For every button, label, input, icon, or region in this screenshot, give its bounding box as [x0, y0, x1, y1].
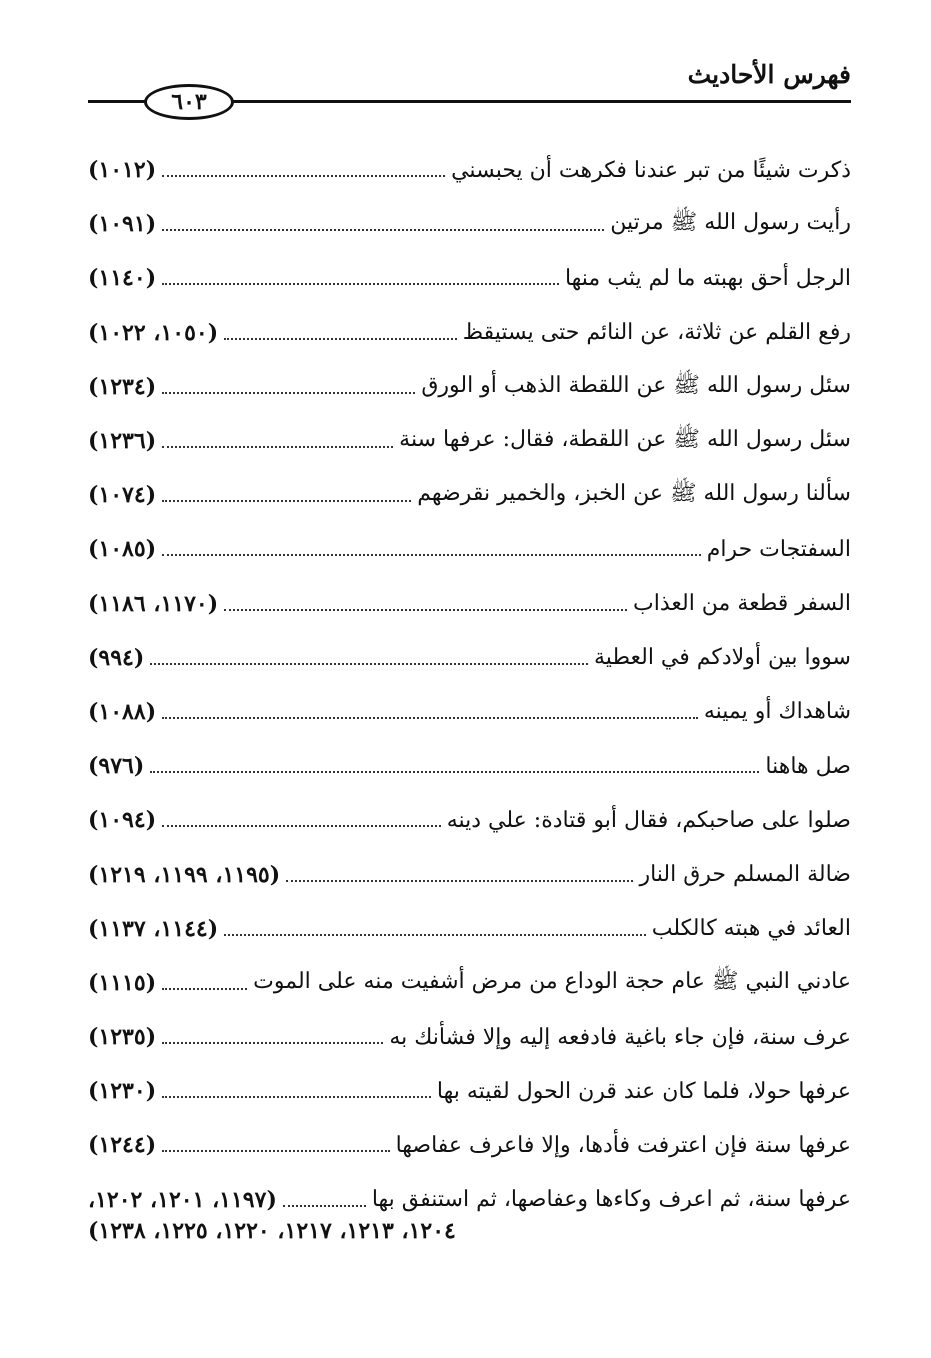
leader-dots — [162, 283, 559, 285]
entry-text: رأيت رسول الله ﷺ مرتين — [610, 210, 851, 236]
index-entry — [88, 468, 851, 522]
entry-refs: (١١٧٠، ١١٨٦) — [88, 590, 219, 617]
entry-refs: (١١٩٥، ١١٩٩، ١٢١٩) — [88, 861, 281, 888]
entry-text: السفتجات حرام — [706, 536, 851, 562]
entry-refs: (١٠٥٠، ١٠٢٢) — [88, 319, 219, 346]
leader-dots — [162, 1042, 383, 1044]
leader-dots — [162, 554, 701, 556]
entry-refs: (١٢٣٤) — [88, 373, 157, 400]
entry-refs: (١٠١٢) — [88, 157, 157, 184]
index-entry — [88, 1010, 851, 1064]
entry-text: سئل رسول الله ﷺ عن اللقطة، فقال: عرفها سنة — [399, 427, 851, 453]
entry-text: سئل رسول الله ﷺ عن اللقطة الذهب أو الورق — [421, 372, 851, 398]
index-entry — [88, 197, 851, 251]
leader-dots — [162, 1096, 431, 1098]
index-entry — [88, 956, 851, 1010]
entry-refs: (١١٤٤، ١١٣٧) — [88, 915, 219, 942]
entry-text: ذكرت شيئًا من تبر عندنا فكرهت أن يحبسني — [451, 157, 851, 183]
entry-refs: (١١٩٧، ١٢٠١، ١٢٠٢، — [88, 1186, 277, 1213]
leader-dots — [283, 1205, 366, 1207]
index-entry — [88, 1064, 851, 1118]
leader-dots — [150, 663, 588, 665]
entry-text: عرفها حولا، فلما كان عند قرن الحول لقيته بها — [436, 1078, 851, 1104]
leader-dots — [224, 338, 457, 340]
leader-dots — [224, 934, 646, 936]
leader-dots — [162, 717, 698, 719]
entry-refs: (١٢٣٠) — [88, 1078, 157, 1105]
entry-text: سووا بين أولادكم في العطية — [594, 645, 851, 671]
index-entry — [88, 902, 851, 956]
entry-text: عادني النبي ﷺ عام حجة الوداع من مرض أشفيت منه على الموت — [253, 968, 851, 994]
index-entry — [88, 847, 851, 901]
page-header-title: فهرس الأحاديث — [687, 60, 851, 89]
index-entry — [88, 360, 851, 414]
entry-refs: (٩٩٤) — [88, 644, 145, 671]
index-entry — [88, 251, 851, 305]
index-entry — [88, 739, 851, 793]
index-entry — [88, 522, 851, 576]
entry-text: سألنا رسول الله ﷺ عن الخبز، والخمير نقرضهم — [417, 481, 851, 507]
entry-refs: (١٠٩١) — [88, 211, 157, 238]
leader-dots — [162, 825, 441, 827]
leader-dots — [162, 446, 393, 448]
index-entry — [88, 631, 851, 685]
index-entry — [88, 414, 851, 468]
page-number-badge — [144, 84, 234, 120]
entry-text: السفر قطعة من العذاب — [633, 591, 851, 617]
index-entry — [88, 306, 851, 360]
entry-refs: (١٠٨٥) — [88, 536, 157, 563]
entry-refs: (٩٧٦) — [88, 753, 145, 780]
index-entry — [88, 1118, 851, 1172]
leader-dots — [162, 229, 604, 231]
entry-refs: (١٠٧٤) — [88, 482, 157, 509]
entry-text: شاهداك أو يمينه — [703, 699, 851, 725]
index-entry — [88, 577, 851, 631]
entry-refs: (١٢٤٤) — [88, 1132, 157, 1159]
entry-refs: (١٠٨٨) — [88, 698, 157, 725]
entry-text: عرفها سنة فإن اعترفت فأدها، وإلا فاعرف عفاصها — [395, 1132, 851, 1158]
leader-dots — [162, 175, 445, 177]
leader-dots — [162, 1150, 389, 1152]
entry-text: عرف سنة، فإن جاء باغية فادفعه إليه وإلا فشأنك به — [389, 1024, 851, 1050]
hadith-index-list — [88, 143, 851, 1227]
leader-dots — [286, 880, 633, 882]
entry-text: العائد في هبته كالكلب — [651, 916, 851, 942]
leader-dots — [150, 771, 759, 773]
entry-text: صلوا على صاحبكم، فقال أبو قتادة: علي دينه — [446, 807, 851, 833]
entry-text: صل هاهنا — [765, 753, 851, 779]
entry-refs: (١١٤٠) — [88, 265, 157, 292]
entry-refs: (١٠٩٤) — [88, 807, 157, 834]
page-number: ٦٠٣ — [171, 89, 207, 115]
entry-refs: (١٢٣٥) — [88, 1024, 157, 1051]
entry-text: الرجل أحق بهبته ما لم يثب منها — [564, 265, 851, 291]
entry-refs: (١١١٥) — [88, 969, 157, 996]
entry-refs-continuation: ١٢٠٤، ١٢١٣، ١٢١٧، ١٢٢٠، ١٢٢٥، ١٢٣٨) — [88, 1218, 456, 1244]
index-entry — [88, 685, 851, 739]
entry-refs: (١٢٣٦) — [88, 428, 157, 455]
index-entry — [88, 793, 851, 847]
entry-text: عرفها سنة، ثم اعرف وكاءها وعفاصها، ثم استنفق بها — [371, 1187, 851, 1213]
entry-text: رفع القلم عن ثلاثة، عن النائم حتى يستيقظ — [462, 320, 851, 346]
leader-dots — [162, 988, 247, 990]
leader-dots — [162, 392, 415, 394]
leader-dots — [224, 609, 627, 611]
leader-dots — [162, 500, 411, 502]
index-entry — [88, 143, 851, 197]
entry-text: ضالة المسلم حرق النار — [639, 862, 851, 888]
